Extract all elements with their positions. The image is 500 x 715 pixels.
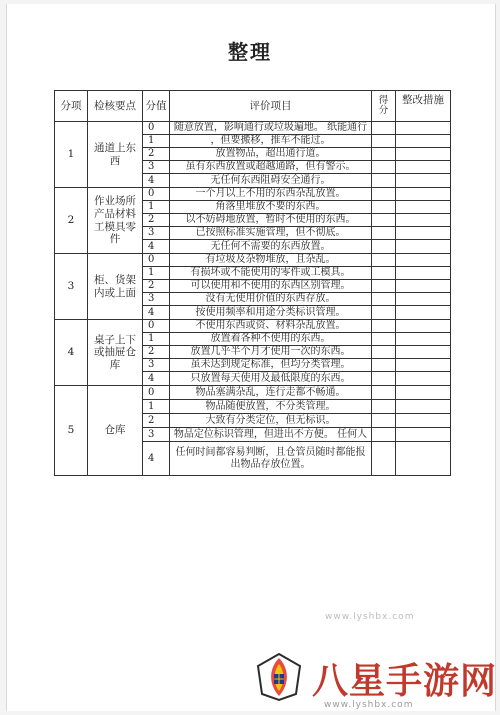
remedy-input-cell[interactable]: [396, 346, 451, 359]
score-value: 0: [143, 254, 170, 267]
score-input-cell[interactable]: [372, 414, 396, 428]
score-value: 1: [143, 201, 170, 214]
score-value: 0: [143, 320, 170, 333]
criteria-text: 有垃圾及杂物堆放，且杂乱。: [170, 254, 372, 267]
criteria-text: 物品定位标识管理，但进出不方便。 任何人: [170, 428, 372, 442]
remedy-input-cell[interactable]: [396, 188, 451, 201]
criteria-text: 物品随便放置，不分类管理。: [170, 400, 372, 414]
score-input-cell[interactable]: [372, 293, 396, 306]
score-input-cell[interactable]: [372, 386, 396, 400]
remedy-input-cell[interactable]: [396, 122, 451, 135]
score-input-cell[interactable]: [372, 359, 396, 372]
criteria-text: 一个月以上不用的东西杂乱放置。: [170, 188, 372, 201]
header-score: 分值: [143, 91, 170, 122]
remedy-input-cell[interactable]: [396, 333, 451, 346]
criteria-text: ，但要搬移，推车不能过。: [170, 135, 372, 148]
criteria-text: 放置物品，超出通行道。: [170, 148, 372, 161]
remedy-input-cell[interactable]: [396, 306, 451, 320]
score-value: 2: [143, 148, 170, 161]
criteria-text: 虽未达到规定标准，但均分类管理。: [170, 359, 372, 372]
remedy-input-cell[interactable]: [396, 267, 451, 280]
table-row: [55, 386, 451, 400]
criteria-text: 没有无使用价值的东西存放。: [170, 293, 372, 306]
score-input-cell[interactable]: [372, 400, 396, 414]
remedy-input-cell[interactable]: [396, 372, 451, 386]
watermark-url: www.lyshbx.com: [324, 700, 414, 710]
score-value: 2: [143, 280, 170, 293]
score-value: 1: [143, 333, 170, 346]
score-value: 0: [143, 188, 170, 201]
criteria-text: 只放置每天使用及最低限度的东西。: [170, 372, 372, 386]
criteria-text: 以不妨碍地放置，暂时不使用的东西。: [170, 214, 372, 227]
remedy-input-cell[interactable]: [396, 201, 451, 214]
criteria-text: 无任何不需要的东西放置。: [170, 240, 372, 254]
score-input-cell[interactable]: [372, 148, 396, 161]
evaluation-table: [54, 90, 451, 476]
criteria-text: 可以使用和不使用的东西区别管理。: [170, 280, 372, 293]
remedy-input-cell[interactable]: [396, 214, 451, 227]
remedy-input-cell[interactable]: [396, 240, 451, 254]
brand-watermark: 八星手游网: [312, 661, 498, 702]
remedy-input-cell[interactable]: [396, 386, 451, 400]
score-input-cell[interactable]: [372, 254, 396, 267]
table-row: [55, 188, 451, 201]
section-number: 5: [55, 386, 88, 476]
score-value: 2: [143, 214, 170, 227]
criteria-text: 放置着各种不使用的东西。: [170, 333, 372, 346]
check-point: 作业场所产品材料工模具零件: [88, 188, 143, 254]
score-input-cell[interactable]: [372, 188, 396, 201]
score-value: 4: [143, 442, 170, 476]
score-value: 4: [143, 174, 170, 188]
check-point: 桌子上下或抽屉仓库: [88, 320, 143, 386]
section-number: 2: [55, 188, 88, 254]
remedy-input-cell[interactable]: [396, 400, 451, 414]
criteria-text: 放置几乎半个月才使用一次的东西。: [170, 346, 372, 359]
score-value: 2: [143, 414, 170, 428]
score-input-cell[interactable]: [372, 227, 396, 240]
brand-logo-icon: [252, 650, 306, 704]
section-number: 1: [55, 122, 88, 188]
score-value: 4: [143, 372, 170, 386]
score-input-cell[interactable]: [372, 333, 396, 346]
criteria-text: 任何时间都容易判断，且仓管员随时都能报出物品存放位置。: [170, 442, 372, 476]
remedy-input-cell[interactable]: [396, 293, 451, 306]
score-value: 1: [143, 135, 170, 148]
remedy-input-cell[interactable]: [396, 254, 451, 267]
score-input-cell[interactable]: [372, 346, 396, 359]
criteria-text: 不使用东西或资、材料杂乱放置。: [170, 320, 372, 333]
score-input-cell[interactable]: [372, 306, 396, 320]
remedy-input-cell[interactable]: [396, 174, 451, 188]
header-criteria: 评价项目: [170, 91, 372, 122]
score-value: 3: [143, 428, 170, 442]
criteria-text: 物品塞满杂乱，连行走都不畅通。: [170, 386, 372, 400]
table-header-row: [55, 91, 451, 122]
remedy-input-cell[interactable]: [396, 135, 451, 148]
criteria-text: 虽有东西放置或超越通路，但有警示。: [170, 161, 372, 174]
score-input-cell[interactable]: [372, 280, 396, 293]
check-point: 通道上东西: [88, 122, 143, 188]
section-number: 4: [55, 320, 88, 386]
score-input-cell[interactable]: [372, 214, 396, 227]
score-value: 1: [143, 267, 170, 280]
table-row: [55, 320, 451, 333]
remedy-input-cell[interactable]: [396, 442, 451, 476]
score-input-cell[interactable]: [372, 372, 396, 386]
table-row: [55, 122, 451, 135]
remedy-input-cell[interactable]: [396, 428, 451, 442]
score-input-cell[interactable]: [372, 201, 396, 214]
remedy-input-cell[interactable]: [396, 280, 451, 293]
remedy-input-cell[interactable]: [396, 320, 451, 333]
score-value: 2: [143, 346, 170, 359]
score-value: 3: [143, 161, 170, 174]
check-point: 仓库: [88, 386, 143, 476]
faint-watermark-url: www.lyshbx.com: [325, 612, 415, 622]
score-input-cell[interactable]: [372, 267, 396, 280]
score-value: 3: [143, 293, 170, 306]
table-row: [55, 254, 451, 267]
score-input-cell[interactable]: [372, 122, 396, 135]
score-input-cell[interactable]: [372, 442, 396, 476]
score-input-cell[interactable]: [372, 174, 396, 188]
criteria-text: 随意放置，影响通行或垃圾遍地。 纸能通行: [170, 122, 372, 135]
remedy-input-cell[interactable]: [396, 414, 451, 428]
score-value: 4: [143, 306, 170, 320]
score-value: 3: [143, 359, 170, 372]
score-value: 3: [143, 227, 170, 240]
score-input-cell[interactable]: [372, 428, 396, 442]
header-section: 分项: [55, 91, 88, 122]
document-title: 整理: [228, 40, 272, 64]
score-value: 0: [143, 386, 170, 400]
criteria-text: 无任何东西阻碍安全通行。: [170, 174, 372, 188]
remedy-input-cell[interactable]: [396, 227, 451, 240]
score-input-cell[interactable]: [372, 240, 396, 254]
remedy-input-cell[interactable]: [396, 148, 451, 161]
criteria-text: 角落里堆放不要的东西。: [170, 201, 372, 214]
header-got-score: 得分: [372, 91, 396, 122]
criteria-text: 大致有分类定位，但无标识。: [170, 414, 372, 428]
remedy-input-cell[interactable]: [396, 161, 451, 174]
criteria-text: 有损坏或不能使用的零件或工模具。: [170, 267, 372, 280]
score-input-cell[interactable]: [372, 135, 396, 148]
criteria-text: 已按照标准实施管理，但不彻底。: [170, 227, 372, 240]
header-check-point: 检核要点: [88, 91, 143, 122]
score-value: 1: [143, 400, 170, 414]
score-input-cell[interactable]: [372, 320, 396, 333]
section-number: 3: [55, 254, 88, 320]
check-point: 柜、货架内或上面: [88, 254, 143, 320]
score-value: 0: [143, 122, 170, 135]
header-remedy: 整改措施: [396, 91, 451, 122]
score-value: 4: [143, 240, 170, 254]
criteria-text: 按使用频率和用途分类标识管理。: [170, 306, 372, 320]
score-input-cell[interactable]: [372, 161, 396, 174]
remedy-input-cell[interactable]: [396, 359, 451, 372]
